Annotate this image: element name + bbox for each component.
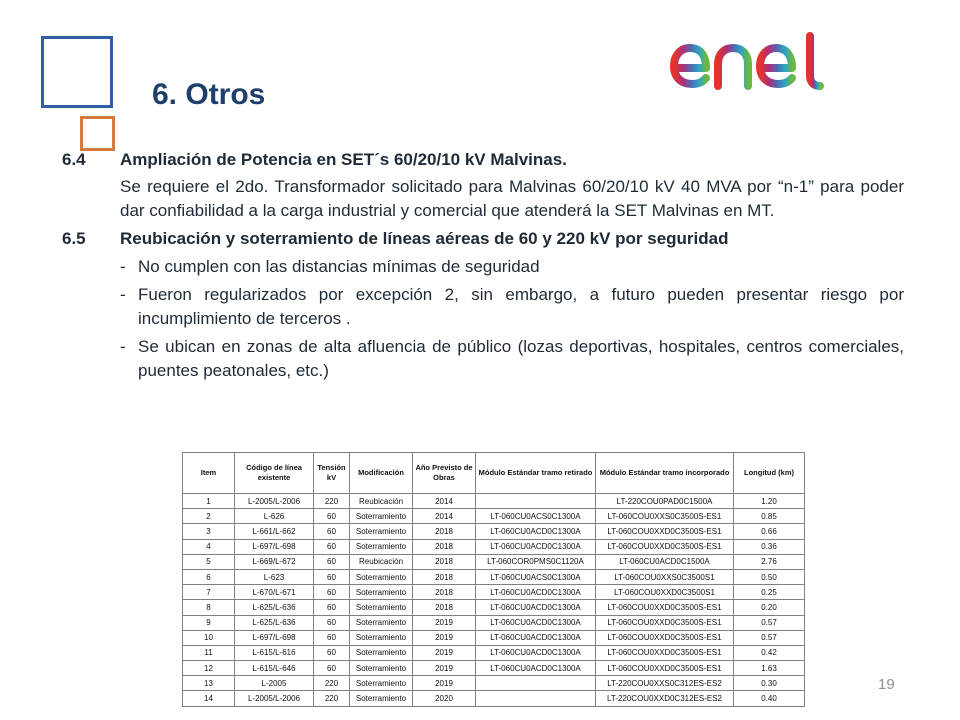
table-cell: 2019: [413, 630, 476, 645]
table-cell: L-625/L-636: [235, 615, 314, 630]
table-cell: Soterramiento: [350, 615, 413, 630]
column-header: Longitud (km): [734, 453, 805, 494]
table-cell: L-2005/L-2006: [235, 691, 314, 706]
table-cell: [476, 691, 596, 706]
table-cell: 6: [183, 569, 235, 584]
table-cell: LT-060CU0ACD0C1300A: [476, 645, 596, 660]
table-cell: 8: [183, 600, 235, 615]
table-cell: 2018: [413, 554, 476, 569]
table-cell: LT-060COU0XXD0C3500S-ES1: [596, 600, 734, 615]
table-cell: 3: [183, 524, 235, 539]
table-cell: 220: [314, 676, 350, 691]
table-cell: 2014: [413, 494, 476, 509]
table-cell: 60: [314, 585, 350, 600]
lines-table-container: [182, 452, 804, 707]
table-cell: LT-060COU0XXD0C3500S-ES1: [596, 524, 734, 539]
table-row: [183, 569, 805, 584]
table-cell: 11: [183, 645, 235, 660]
column-header: Año Previsto de Obras: [413, 453, 476, 494]
table-cell: 2.76: [734, 554, 805, 569]
table-body: [183, 494, 805, 707]
table-cell: 2018: [413, 539, 476, 554]
table-cell: 2018: [413, 524, 476, 539]
table-cell: 0.40: [734, 691, 805, 706]
table-cell: 0.50: [734, 569, 805, 584]
table-cell: L-615/L-616: [235, 645, 314, 660]
table-cell: LT-060CU0ACD0C1300A: [476, 661, 596, 676]
table-cell: 60: [314, 509, 350, 524]
table-cell: Soterramiento: [350, 676, 413, 691]
table-cell: 4: [183, 539, 235, 554]
table-cell: LT-060CU0ACD0C1300A: [476, 600, 596, 615]
table-cell: L-623: [235, 569, 314, 584]
bullet-dash: -: [120, 337, 126, 356]
table-cell: L-661/L-662: [235, 524, 314, 539]
table-row: [183, 509, 805, 524]
table-cell: L-625/L-636: [235, 600, 314, 615]
bullet-item: [120, 283, 904, 331]
table-cell: 14: [183, 691, 235, 706]
bullet-item: [120, 335, 904, 383]
decorative-blue-square: [41, 36, 113, 108]
table-cell: 2019: [413, 661, 476, 676]
section-heading: Ampliación de Potencia en SET´s 60/20/10 kV Malvinas.: [120, 150, 567, 169]
table-cell: 220: [314, 691, 350, 706]
table-cell: L-669/L-672: [235, 554, 314, 569]
table-row: [183, 554, 805, 569]
table-cell: 5: [183, 554, 235, 569]
column-header: Módulo Estándar tramo retirado: [476, 453, 596, 494]
table-cell: 2018: [413, 569, 476, 584]
table-cell: Soterramiento: [350, 661, 413, 676]
column-header: Tensión kV: [314, 453, 350, 494]
column-header: Item: [183, 453, 235, 494]
table-cell: Reubicación: [350, 494, 413, 509]
table-cell: 60: [314, 524, 350, 539]
table-cell: 60: [314, 630, 350, 645]
table-cell: L-670/L-671: [235, 585, 314, 600]
table-cell: L-697/L-698: [235, 630, 314, 645]
table-cell: LT-060CU0ACD0C1300A: [476, 539, 596, 554]
table-header-row: [183, 453, 805, 494]
table-cell: 2018: [413, 585, 476, 600]
table-cell: LT-060CU0ACS0C1300A: [476, 569, 596, 584]
table-row: [183, 676, 805, 691]
section-heading: Reubicación y soterramiento de líneas aéreas de 60 y 220 kV por seguridad: [120, 229, 729, 248]
table-cell: 0.20: [734, 600, 805, 615]
table-cell: Reubicación: [350, 554, 413, 569]
table-cell: 0.85: [734, 509, 805, 524]
table-cell: 2019: [413, 615, 476, 630]
bullet-dash: -: [120, 257, 126, 276]
bullet-text: Fueron regularizados por excepción 2, sin embargo, a futuro pueden presentar riesgo por incumplimiento de terceros .: [138, 285, 904, 328]
table-cell: 9: [183, 615, 235, 630]
table-cell: 2019: [413, 676, 476, 691]
table-cell: [476, 676, 596, 691]
table-cell: 10: [183, 630, 235, 645]
table-row: [183, 494, 805, 509]
table-cell: LT-060COU0XXD0C3500S-ES1: [596, 630, 734, 645]
table-row: [183, 615, 805, 630]
table-cell: LT-060COU0XXD0C3500S-ES1: [596, 645, 734, 660]
table-row: [183, 600, 805, 615]
table-cell: Soterramiento: [350, 645, 413, 660]
table-cell: LT-060CU0ACD0C1300A: [476, 615, 596, 630]
lines-table: [182, 452, 805, 707]
table-cell: 60: [314, 615, 350, 630]
table-row: [183, 585, 805, 600]
column-header: Modificación: [350, 453, 413, 494]
decorative-orange-square: [80, 116, 115, 151]
table-cell: LT-060COU0XXD0C3500S1: [596, 585, 734, 600]
table-cell: L-697/L-698: [235, 539, 314, 554]
table-cell: LT-060CU0ACD0C1300A: [476, 585, 596, 600]
table-cell: LT-060CU0ACS0C1300A: [476, 509, 596, 524]
table-row: [183, 524, 805, 539]
page-number: 19: [878, 676, 895, 693]
table-cell: Soterramiento: [350, 600, 413, 615]
table-cell: 60: [314, 554, 350, 569]
table-cell: LT-060COU0XXD0C3500S-ES1: [596, 661, 734, 676]
table-cell: 220: [314, 494, 350, 509]
table-cell: LT-060CU0ACD0C1300A: [476, 524, 596, 539]
table-cell: 60: [314, 569, 350, 584]
table-cell: 2019: [413, 645, 476, 660]
table-cell: 2: [183, 509, 235, 524]
table-cell: L-626: [235, 509, 314, 524]
table-cell: LT-220COU0XXD0C312ES-ES2: [596, 691, 734, 706]
content-body: [62, 148, 904, 383]
table-row: [183, 691, 805, 706]
table-cell: 2020: [413, 691, 476, 706]
table-cell: LT-060COU0XXD0C3500S-ES1: [596, 615, 734, 630]
section-number: 6.4: [62, 150, 86, 169]
table-cell: LT-060COR0PMS0C1120A: [476, 554, 596, 569]
section-number: 6.5: [62, 229, 86, 248]
table-cell: 12: [183, 661, 235, 676]
table-cell: Soterramiento: [350, 509, 413, 524]
section-6-4-heading: [62, 148, 904, 172]
table-cell: 0.57: [734, 615, 805, 630]
table-cell: LT-220COU0PAD0C1500A: [596, 494, 734, 509]
table-cell: Soterramiento: [350, 524, 413, 539]
table-cell: LT-060CU0ACD0C1300A: [476, 630, 596, 645]
table-cell: 0.57: [734, 630, 805, 645]
column-header: Código de línea existente: [235, 453, 314, 494]
table-cell: LT-060CU0ACD0C1500A: [596, 554, 734, 569]
table-cell: 0.42: [734, 645, 805, 660]
bullet-dash: -: [120, 285, 126, 304]
table-cell: 60: [314, 539, 350, 554]
table-cell: LT-060COU0XXD0C3500S-ES1: [596, 539, 734, 554]
table-cell: L-2005/L-2006: [235, 494, 314, 509]
table-cell: 0.30: [734, 676, 805, 691]
enel-logo: [668, 30, 828, 92]
table-cell: Soterramiento: [350, 569, 413, 584]
table-cell: 0.36: [734, 539, 805, 554]
bullet-text: Se ubican en zonas de alta afluencia de público (lozas deportivas, hospitales, centros comerciales, puentes peatonales, etc.): [138, 337, 904, 380]
table-cell: 60: [314, 600, 350, 615]
table-cell: 2018: [413, 600, 476, 615]
table-cell: 7: [183, 585, 235, 600]
table-cell: 1: [183, 494, 235, 509]
page-title: 6. Otros: [152, 78, 266, 111]
section-6-4-paragraph: Se requiere el 2do. Transformador solicitado para Malvinas 60/20/10 kV 40 MVA por “n-1” para poder dar confiabilidad a la carga industrial y comercial que atenderá la SET Malvinas en MT.: [120, 177, 904, 220]
table-cell: LT-060COU0XXS0C3500S1: [596, 569, 734, 584]
table-cell: 13: [183, 676, 235, 691]
table-row: [183, 630, 805, 645]
table-cell: LT-060COU0XXS0C3500S-ES1: [596, 509, 734, 524]
table-cell: 1.20: [734, 494, 805, 509]
table-cell: L-615/L-646: [235, 661, 314, 676]
section-6-5-heading: [62, 227, 904, 251]
table-cell: LT-220COU0XXS0C312ES-ES2: [596, 676, 734, 691]
table-cell: 2014: [413, 509, 476, 524]
column-header: Módulo Estándar tramo incorporado: [596, 453, 734, 494]
table-cell: L-2005: [235, 676, 314, 691]
table-row: [183, 645, 805, 660]
bullet-item: [120, 255, 904, 279]
bullet-text: No cumplen con las distancias mínimas de seguridad: [138, 257, 540, 276]
table-cell: 0.25: [734, 585, 805, 600]
table-cell: Soterramiento: [350, 630, 413, 645]
table-row: [183, 661, 805, 676]
table-cell: 60: [314, 645, 350, 660]
table-cell: Soterramiento: [350, 539, 413, 554]
table-cell: 0.66: [734, 524, 805, 539]
table-cell: 1.63: [734, 661, 805, 676]
table-cell: 60: [314, 661, 350, 676]
table-cell: [476, 494, 596, 509]
table-cell: Soterramiento: [350, 691, 413, 706]
table-cell: Soterramiento: [350, 585, 413, 600]
table-row: [183, 539, 805, 554]
